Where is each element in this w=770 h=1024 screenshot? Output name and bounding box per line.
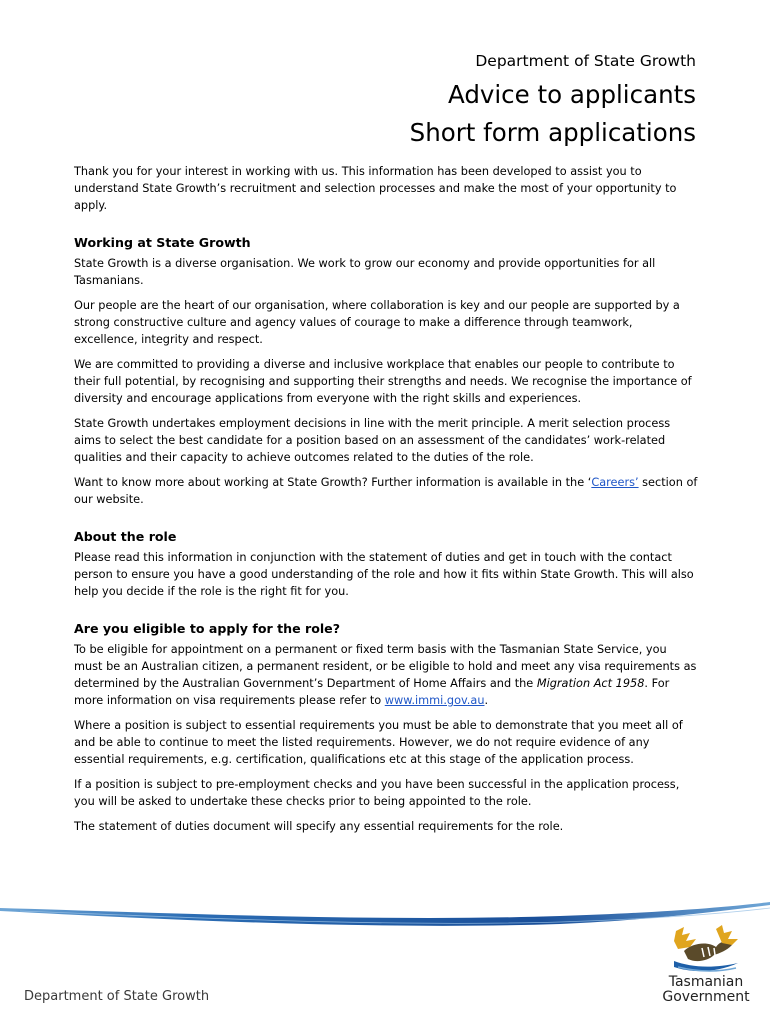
page-subtitle: Short form applications [409,118,696,147]
careers-text-after: section of our website. [74,476,698,506]
section-heading-about: About the role [74,529,177,544]
eligible-text-mid: . For more information on visa requirements please refer to [74,677,670,707]
logo-wordmark [656,975,756,1005]
about-paragraph-1: Please read this information in conjunction with the statement of duties and get in touch with the contact person to ensure you have a good understanding of the role and how it fits within State Growth. This will also help you decide if the role is the right fit for you. [74,551,694,598]
careers-text-before: Want to know more about working at State Growth? Further information is available in the ‘ [74,476,592,489]
logo-text-government: Government [662,989,750,1005]
tasmanian-tiger-emblem-icon [656,921,756,977]
document-body [74,163,698,843]
footer-wave-graphic [0,880,770,960]
footer-department: Department of State Growth [24,989,210,1004]
migration-act-title: Migration Act 1958 [536,677,645,690]
working-paragraph-3: We are committed to providing a diverse and inclusive workplace that enables our people to contribute to their full potential, by recognising and supporting their strengths and needs. We recognise the importance of diversity and encourage applications from everyone with the right skills and experiences. [74,358,692,405]
intro-paragraph: Thank you for your interest in working with us. This information has been developed to assist you to understand State Growth’s recruitment and selection processes and make the most of your opportunity to apply. [74,165,677,212]
working-paragraph-1: State Growth is a diverse organisation. We work to grow our economy and provide opportunities for all Tasmanians. [74,257,656,287]
logo-text-tasmanian: Tasmanian [668,974,744,990]
section-heading-working: Working at State Growth [74,235,251,250]
immi-link[interactable]: www.immi.gov.au [384,694,485,707]
header-department: Department of State Growth [475,52,696,70]
working-paragraph-4: State Growth undertakes employment decisions in line with the merit principle. A merit selection process aims to select the best candidate for a position based on an assessment of the candidates’ work-related qualities and their capacity to achieve outcomes related to the duties of the role. [74,417,671,464]
eligible-paragraph-4: The statement of duties document will specify any essential requirements for the role. [74,820,564,833]
tasmanian-government-logo [656,921,756,1021]
working-paragraph-5 [74,474,698,508]
eligible-text-end: . [484,694,489,707]
careers-link[interactable]: Careers’ [591,476,639,489]
page-title: Advice to applicants [447,80,696,109]
eligible-paragraph-3: If a position is subject to pre-employment checks and you have been successful in the application process, you will be asked to undertake these checks prior to being appointed to the role. [74,778,680,808]
eligible-text-before: To be eligible for appointment on a permanent or fixed term basis with the Tasmanian State Service, you must be an Australian citizen, a permanent resident, or be eligible to hold and meet any visa requirements as determined by the Australian Government’s Department of Home Affairs and the [74,643,697,690]
eligible-paragraph-1 [74,641,698,709]
working-paragraph-2: Our people are the heart of our organisation, where collaboration is key and our people are supported by a strong constructive culture and agency values of courage to make a difference through teamwork, excellence, integrity and respect. [74,299,680,346]
section-heading-eligible: Are you eligible to apply for the role? [74,621,341,636]
eligible-paragraph-2: Where a position is subject to essential requirements you must be able to demonstrate that you meet all of and be able to continue to meet the listed requirements. However, we do not require evidence of any essential requirements, e.g. certification, qualifications etc at this stage of the application process. [74,719,683,766]
